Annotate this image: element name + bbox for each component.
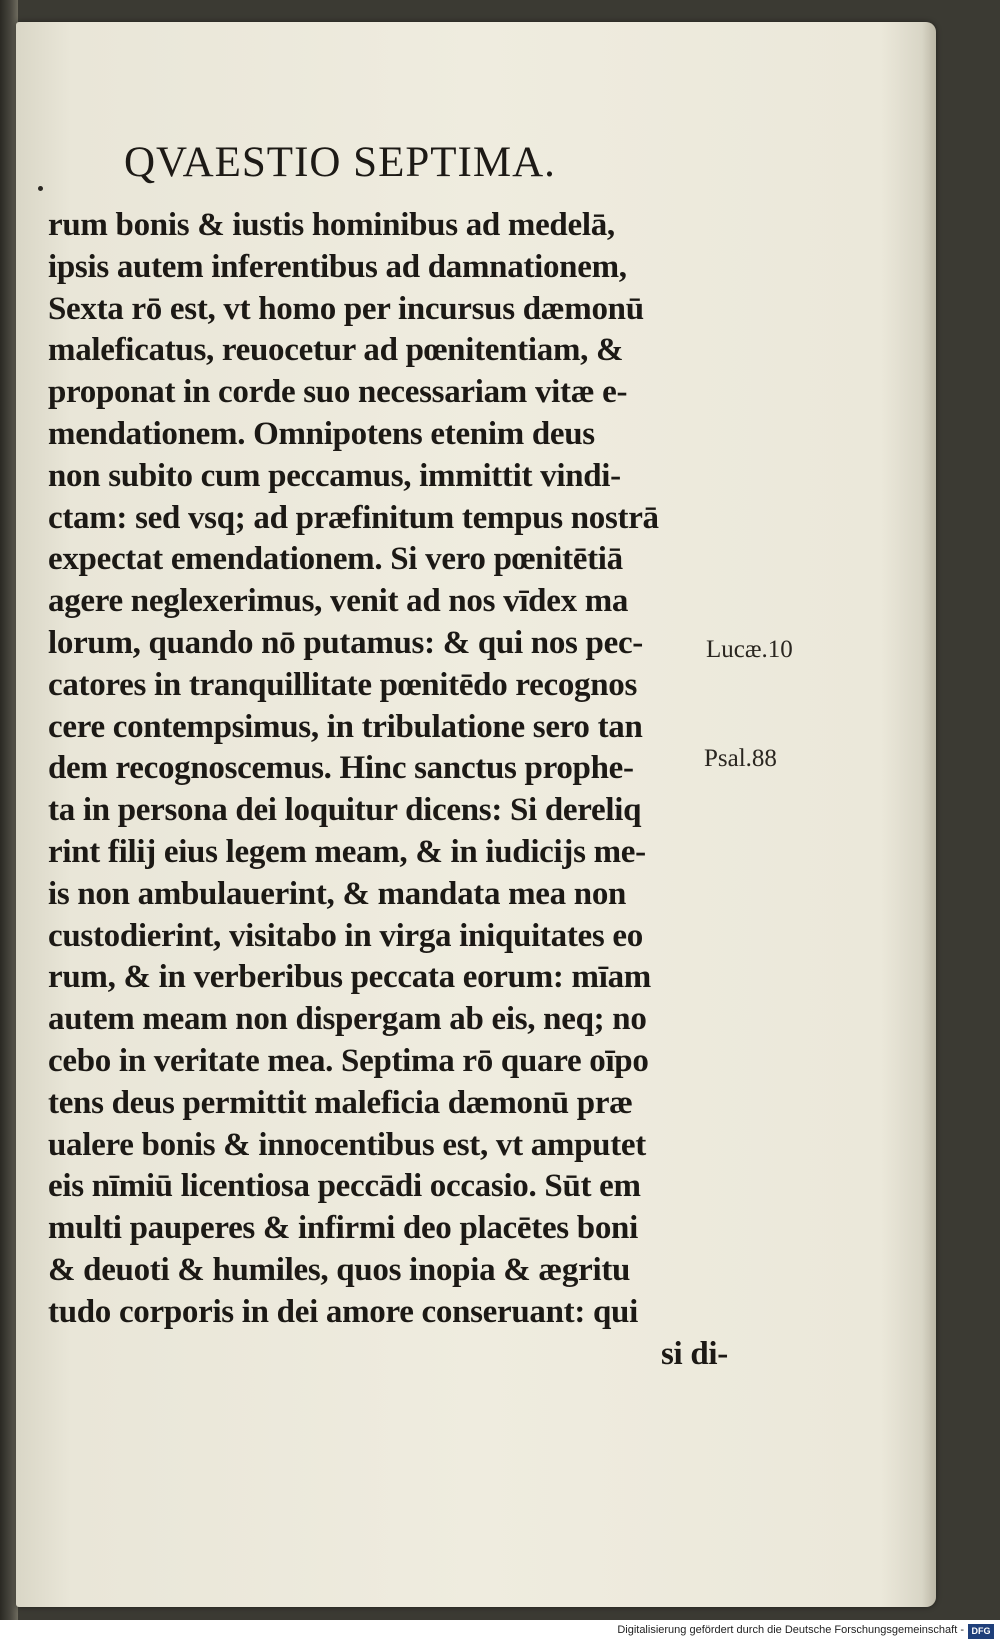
text-line: agere neglexerimus, venit ad nos vīdex ma: [48, 583, 629, 620]
text-line: rum bonis & iustis hominibus ad medelā,: [48, 207, 615, 243]
text-line: is non ambulauerint, & mandata mea non: [48, 875, 627, 912]
text-line: ipsis autem inferentibus ad damnationem,: [48, 248, 627, 285]
text-line: maleficatus, reuocetur ad pœnitentiam, &: [48, 332, 624, 369]
page-edge-shadow: [922, 22, 936, 1607]
text-line: eis nīmiū licentiosa peccādi occasio. Sūt em: [48, 1168, 641, 1205]
marginal-note-psal: Psal.88: [704, 745, 777, 772]
catchword-line: si di-: [661, 1335, 728, 1372]
text-line: mendationem. Omnipotens etenim deus: [48, 415, 595, 452]
footer-bar: [0, 1620, 1000, 1644]
text-line: non subito cum peccamus, immittit vindi-: [48, 457, 621, 494]
text-line: expectat emendationem. Si vero pœnitētiā: [48, 541, 623, 578]
text-line: multi pauperes & infirmi deo placētes boni: [48, 1210, 638, 1247]
text-line: catores in tranquillitate pœnitēdo recognos: [48, 666, 638, 703]
text-line: dem recognoscemus. Hinc sanctus prophe-: [48, 750, 634, 787]
funding-credit: Digitalisierung gefördert durch die Deutsche Forschungsgemeinschaft -: [617, 1624, 964, 1636]
text-line: custodierint, visitabo in virga iniquitates eo: [48, 917, 643, 954]
text-line: ctam: sed vsq; ad præfinitum tempus nostrā: [48, 499, 659, 536]
ink-dot: [38, 186, 43, 191]
text-line: proponat in corde suo necessariam vitæ e-: [48, 374, 628, 411]
text-line: cebo in veritate mea. Septima rō quare oīpo: [48, 1042, 649, 1079]
marginal-note-lucae: Lucæ.10: [706, 636, 793, 663]
text-line: rint filij eius legem meam, & in iudicijs me-: [48, 833, 646, 870]
text-line: cere contempsimus, in tribulatione sero tan: [48, 708, 643, 745]
text-line: & deuoti & humiles, quos inopia & ægritu: [48, 1251, 631, 1288]
text-line: autem meam non dispergam ab eis, neq; no: [48, 1001, 647, 1038]
dfg-logo: DFG: [968, 1624, 994, 1639]
running-head: QVAESTIO SEPTIMA.: [124, 139, 556, 186]
text-line: ta in persona dei loquitur dicens: Si dereliq: [48, 792, 642, 829]
text-line: lorum, quando nō putamus: & qui nos pec-: [48, 624, 643, 661]
text-line: tudo corporis in dei amore conseruant: qui: [48, 1293, 638, 1330]
text-line: Sexta rō est, vt homo per incursus dæmonū: [48, 290, 644, 327]
text-line: rum, & in verberibus peccata eorum: mīam: [48, 959, 651, 996]
text-line: tens deus permittit maleficia dæmonū præ: [48, 1084, 633, 1121]
text-line: ualere bonis & innocentibus est, vt amputet: [48, 1126, 646, 1163]
body-text-block: [48, 205, 748, 1375]
